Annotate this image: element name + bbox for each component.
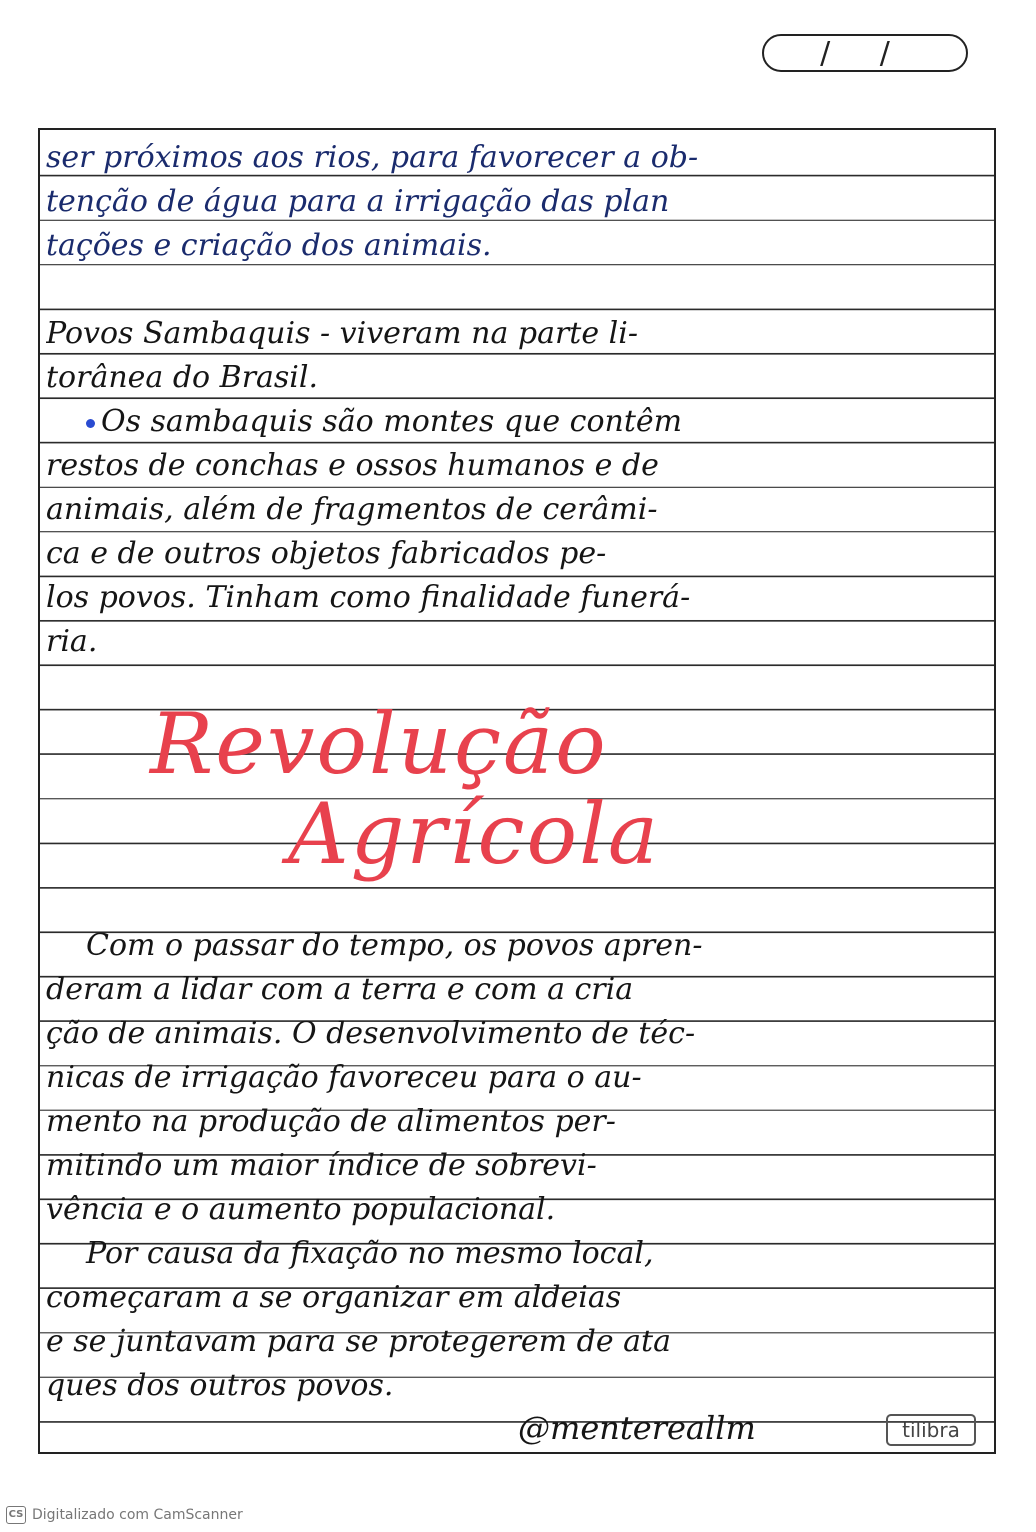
title-line-1: Revolução — [150, 695, 608, 793]
text-line-2: tenção de água para a irrigação das plan — [46, 184, 670, 219]
date-box-text: / / — [820, 35, 910, 71]
text-line-3: tações e criação dos animais. — [46, 228, 492, 263]
bullet-dot-icon — [86, 419, 95, 428]
text-line-14: ção de animais. O desenvolvimento de téc- — [46, 1016, 696, 1051]
title-line-2: Agrícola — [288, 785, 661, 883]
text-line-8: animais, além de fragmentos de cerâmi- — [46, 492, 658, 527]
notebook-page — [38, 128, 996, 1454]
text-line-13: deram a lidar com a terra e com a cria — [46, 972, 634, 1007]
scanner-watermark — [6, 1504, 243, 1526]
text-line-12: Com o passar do tempo, os povos apren- — [86, 928, 703, 963]
text-line-5: torânea do Brasil. — [46, 360, 319, 395]
text-line-16: mento na produção de alimentos per- — [46, 1104, 616, 1139]
text-line-11: ria. — [46, 624, 98, 659]
text-line-10: los povos. Tinham como finalidade funerá- — [46, 580, 691, 615]
text-line-22: ques dos outros povos. — [46, 1368, 394, 1403]
text-line-21: e se juntavam para se protegerem de ata — [46, 1324, 671, 1359]
text-line-17: mitindo um maior índice de sobrevi- — [46, 1148, 597, 1183]
scanner-watermark-text: Digitalizado com CamScanner — [32, 1507, 243, 1523]
text-line-9: ca e de outros objetos fabricados pe- — [46, 536, 607, 571]
bullet-line — [46, 400, 988, 444]
text-line-povos-sambaquis: Povos Sambaquis - viveram na parte li- — [46, 316, 638, 351]
text-line-7: restos de conchas e ossos humanos e de — [46, 448, 659, 483]
bullet-line-text: Os sambaquis são montes que contêm — [101, 404, 683, 439]
text-line-19: Por causa da fixação no mesmo local, — [86, 1236, 654, 1271]
signature: @mentereallm — [518, 1409, 756, 1447]
brand-logo — [886, 1414, 976, 1446]
text-line-15: nicas de irrigação favoreceu para o au- — [46, 1060, 642, 1095]
text-line-20: começaram a se organizar em aldeias — [46, 1280, 622, 1315]
date-box — [762, 34, 968, 72]
camscanner-logo-icon: CS — [6, 1506, 26, 1524]
text-line-18: vência e o aumento populacional. — [46, 1192, 556, 1227]
brand-text: tilibra — [902, 1418, 960, 1442]
text-line-1: ser próximos aos rios, para favorecer a ob- — [46, 140, 699, 175]
